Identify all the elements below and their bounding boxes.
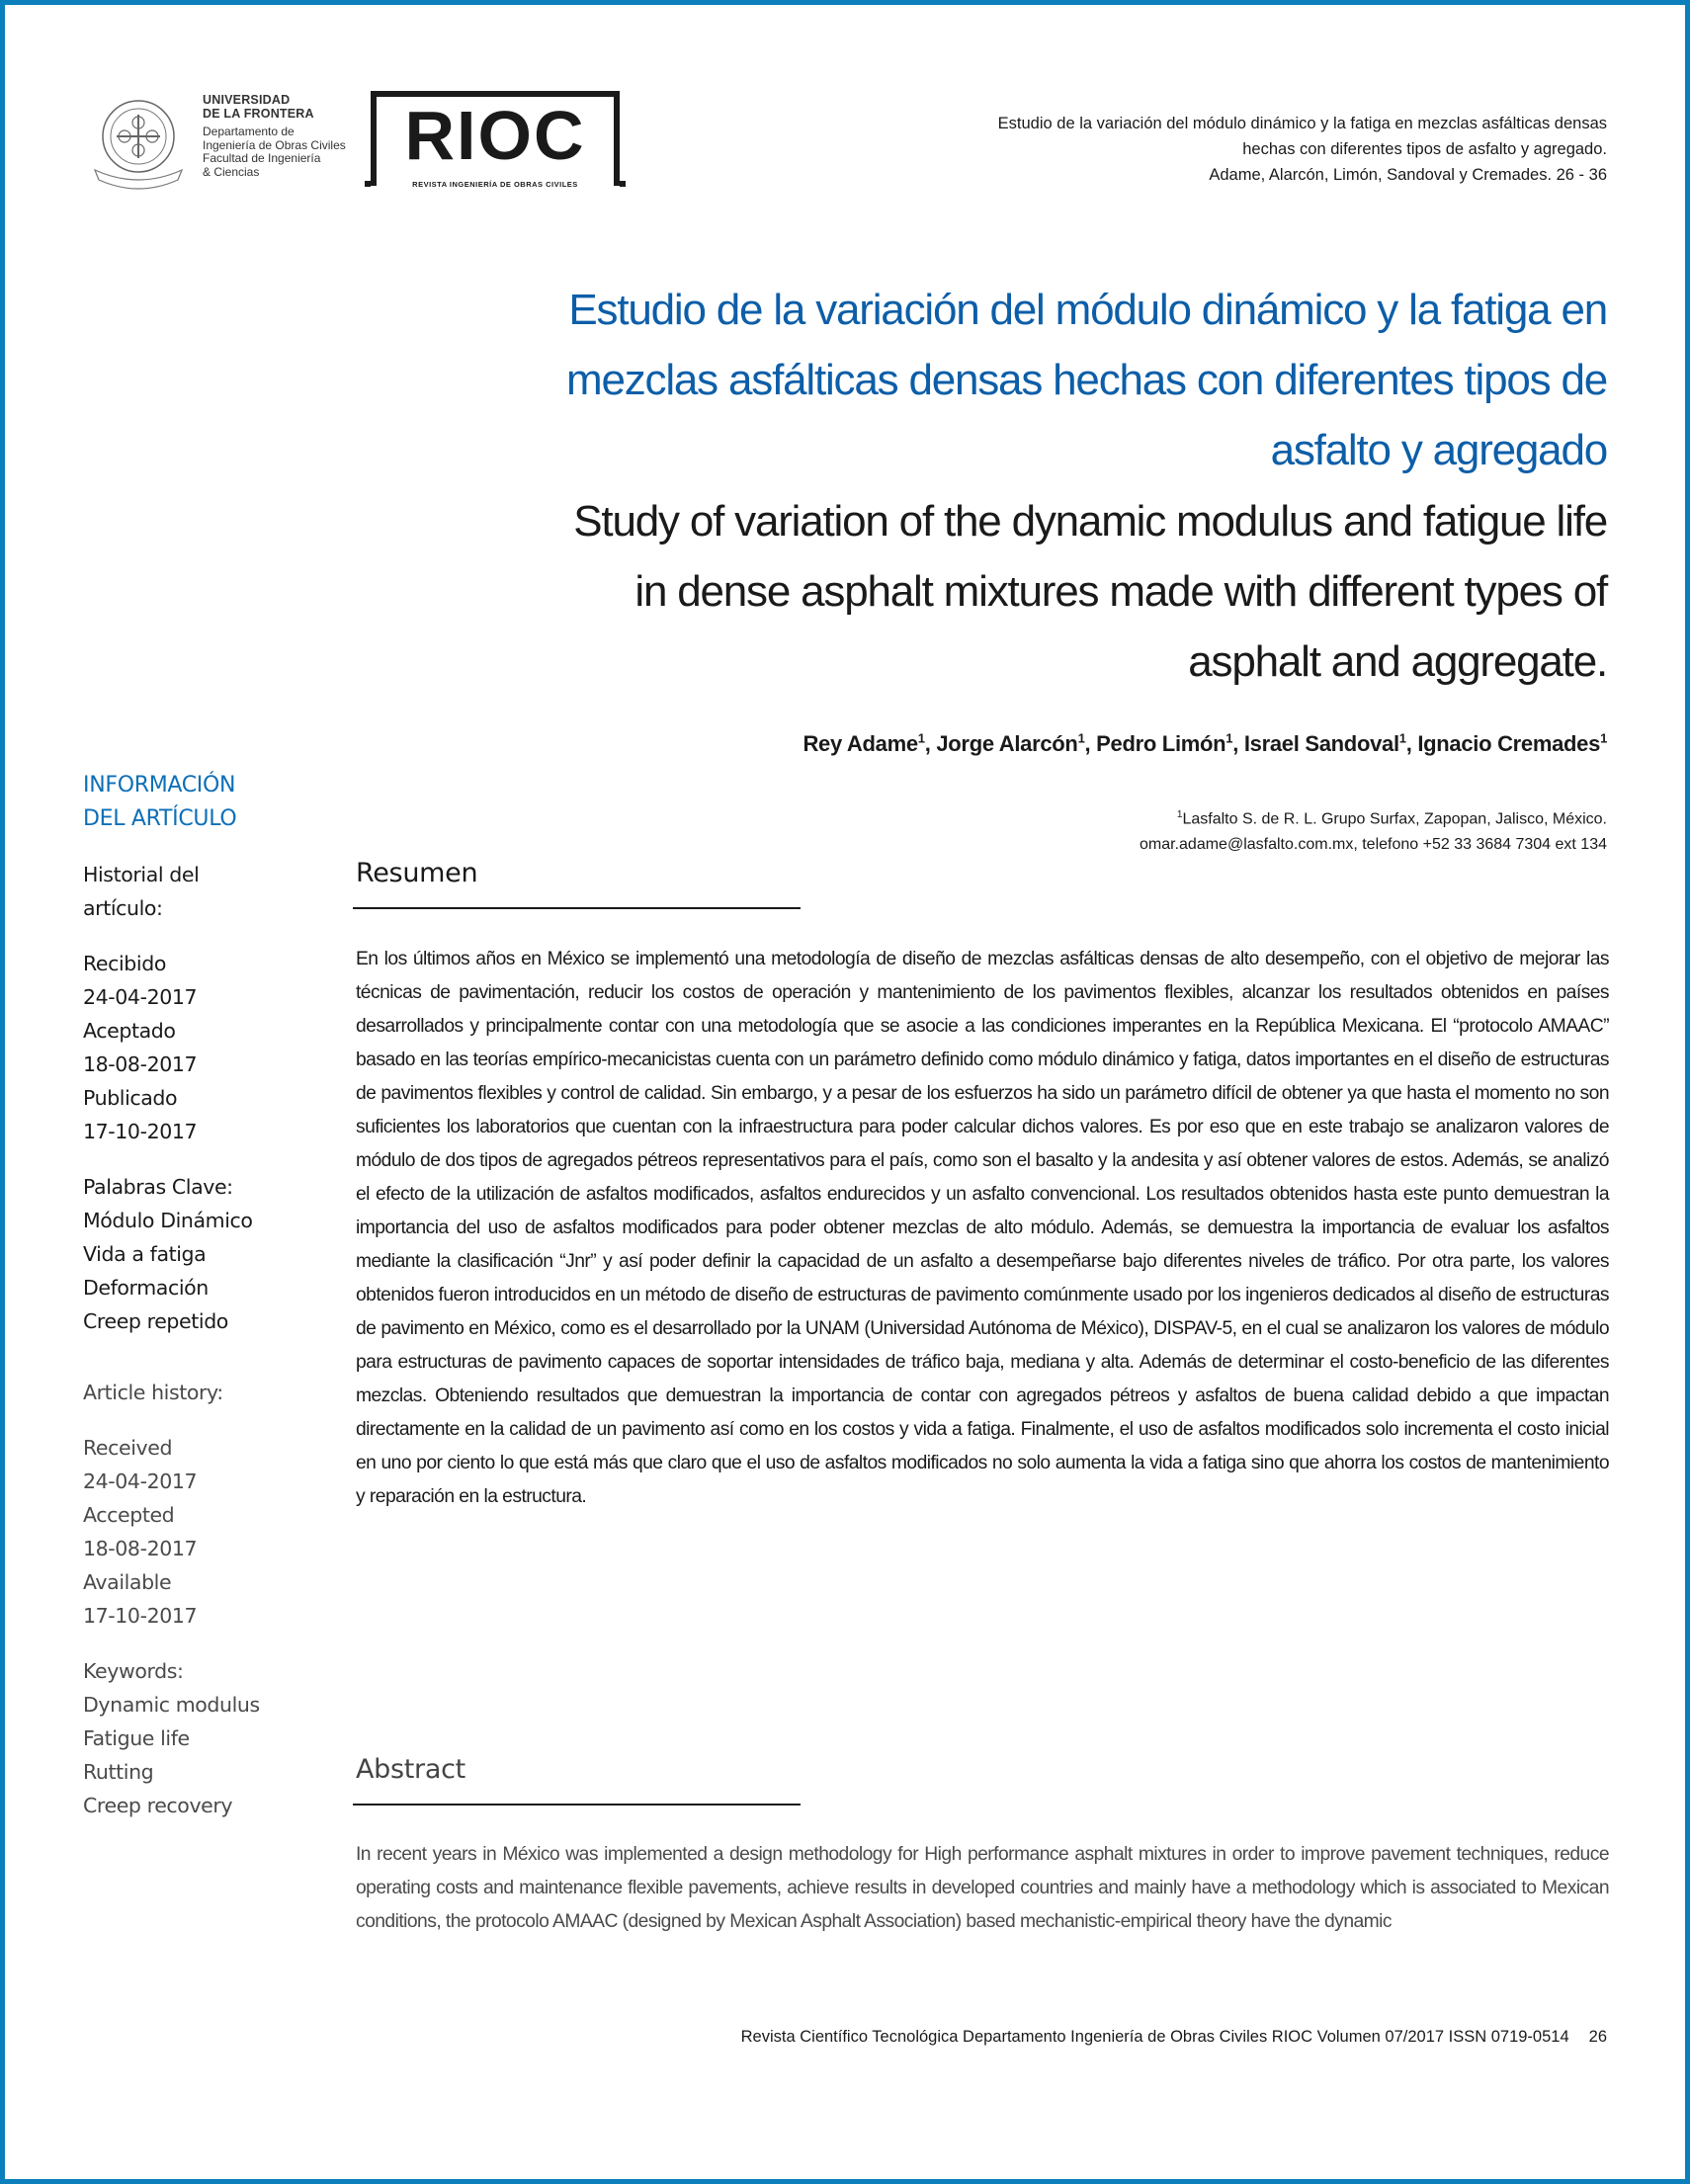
- running-head-line: Adame, Alarcón, Limón, Sandoval y Cremades. 26 - 36: [1209, 166, 1607, 184]
- date-label: Aceptado: [83, 1019, 176, 1043]
- department-line: Facultad de Ingeniería: [203, 151, 321, 165]
- title-english-line: Study of variation of the dynamic modulus and fatigue life: [573, 497, 1607, 546]
- date-value: 17-10-2017: [83, 1120, 198, 1143]
- title-spanish: [322, 275, 1607, 485]
- department-line: Departamento de: [203, 125, 295, 138]
- affiliation: [520, 802, 1607, 858]
- keyword: Rutting: [83, 1760, 154, 1784]
- abstract-text: In recent years in México was implemented a design methodology for High performance asphalt mixtures in order to improve pavement techniques, reduce operating costs and maintenance flexible pavements, achieve results in developed countries and mainly have a methodology which is associated to Mexican conditions, the protocolo AMAAC (designed by Mexican Asphalt Association) based mechanistic-empirical theory have the dynamic: [356, 1844, 1609, 1932]
- logo-frame-segment: [620, 181, 626, 187]
- keyword: Creep recovery: [83, 1794, 233, 1817]
- page-footer: [741, 2028, 1607, 2047]
- affiliation-marker: 1: [1077, 731, 1085, 746]
- author-name: Jorge Alarcón: [936, 731, 1078, 757]
- running-head-line: Estudio de la variación del módulo dinámico y la fatiga en mezclas asfálticas densas: [997, 115, 1607, 132]
- author: [1096, 731, 1244, 756]
- running-head: [797, 111, 1607, 188]
- date-value: 17-10-2017: [83, 1604, 198, 1628]
- history-label-line: Historial del: [83, 863, 200, 886]
- title-english: [302, 486, 1607, 697]
- affiliation-marker: 1: [1176, 809, 1183, 820]
- dates-en: [83, 1431, 340, 1633]
- history-label-line: Article history:: [83, 1381, 223, 1404]
- heading-line: DEL ARTÍCULO: [83, 806, 237, 831]
- section-divider: [353, 1804, 801, 1806]
- author-separator: ,: [1084, 731, 1097, 757]
- date-label: Publicado: [83, 1086, 178, 1110]
- page-number: 26: [1588, 2028, 1607, 2046]
- affiliation-marker: 1: [917, 731, 925, 746]
- date-value: 18-08-2017: [83, 1537, 198, 1560]
- heading-line: INFORMACIÓN: [83, 773, 236, 798]
- keyword: Módulo Dinámico: [83, 1209, 253, 1232]
- keywords-label: Keywords:: [83, 1659, 184, 1683]
- article-info-sidebar: [83, 769, 340, 1822]
- department-line: & Ciencias: [203, 164, 260, 179]
- author: [936, 731, 1096, 756]
- date-value: 24-04-2017: [83, 1470, 198, 1493]
- keywords-label: Palabras Clave:: [83, 1175, 233, 1199]
- author-name: Pedro Limón: [1096, 731, 1226, 757]
- title-english-line: in dense asphalt mixtures made with different types of: [634, 567, 1607, 616]
- abstract-heading: Abstract: [356, 1754, 465, 1785]
- date-label: Accepted: [83, 1503, 175, 1527]
- author-separator: ,: [1232, 731, 1244, 757]
- author: [1244, 731, 1417, 756]
- university-name-line: UNIVERSIDAD: [203, 93, 291, 107]
- journal-logo-subtitle-row: [365, 178, 626, 190]
- university-name-line: DE LA FRONTERA: [203, 107, 314, 121]
- author-list: [421, 731, 1607, 757]
- contact-info: omar.adame@lasfalto.com.mx, telefono +52 33 3684 7304 ext 134: [1140, 836, 1607, 854]
- keyword: Creep repetido: [83, 1309, 228, 1333]
- author: [1417, 731, 1607, 756]
- keywords-es: [83, 1170, 340, 1338]
- keyword: Vida a fatiga: [83, 1242, 207, 1266]
- history-es-label: [83, 858, 340, 925]
- title-english-line: asphalt and aggregate.: [1188, 637, 1607, 686]
- title-spanish-line: mezclas asfálticas densas hechas con diferentes tipos de: [566, 356, 1607, 404]
- department-line: Ingeniería de Obras Civiles: [203, 137, 346, 152]
- article-info-heading: [83, 769, 340, 836]
- resumen-heading: Resumen: [356, 858, 478, 888]
- footer-journal-info: Revista Científico Tecnológica Departamento Ingeniería de Obras Civiles RIOC Volumen 07/2017 ISSN 0719-0514: [740, 2028, 1569, 2046]
- keywords-en: [83, 1654, 340, 1822]
- keyword: Deformación: [83, 1276, 209, 1300]
- resumen-text: En los últimos años en México se implementó una metodología de diseño de mezclas asfálticas densas de alto desempeño, con el objetivo de mejorar las técnicas de pavimentación, reducir los costos de operación y mantenimiento de los pavimentos flexibles, alcanzar los resultados obtenidos en países desarrollados y principalmente contar con una metodología que se asocie a las condiciones imperantes en la República Mexicana. El “protocolo AMAAC” basado en las teorías empírico-mecanicistas cuenta con un parámetro definido como módulo dinámico y fatiga, datos importantes en el diseño de estructuras de pavimentos flexibles y control de calidad. Sin embargo, y a pesar de los esfuerzos ha sido un parámetro difícil de obtener ya que hasta el momento no son suficientes los laboratorios que cuentan con la infraestructura para poder calcular dichos valores. Es por eso que en este trabajo se analizaron valores de módulo de dos tipos de agregados pétreos representativos para el país, como son el basalto y la andesita y así obtener valores de estos. Además, se analizó el efecto de la utilización de asfaltos modificados, asfaltos endurecidos y un asfalto convencional. Los resultados obtenidos hasta este punto demuestran la importancia del uso de asfaltos modificados para poder obtener mezclas de alto módulo. Además, se demuestra la importancia de evaluar los asfaltos mediante la clasificación “Jnr” y así poder definir la capacidad de un asfalto a desempeñarse bajo diferentes niveles de tráfico. Por otra parte, los valores obtenidos fueron introducidos en un método de diseño de estructuras de pavimento comúnmente usado por los ingenieros dedicados al diseño de estructuras de pavimento en México, como es el desarrollado por la UNAM (Universidad Autónoma de México), DISPAV-5, en el cual se analizaron los valores de módulo para estructuras de pavimento capaces de soportar intensidades de tráfico baja, mediana y alta. Además de determinar el costo-beneficio de las diferentes mezclas. Obteniendo resultados que demuestran la importancia de contar con agregados pétreos y asfaltos de buena calidad debido a que impactan directamente en la calidad de un pavimento así como en los costos y vida a fatiga. Finalmente, el uso de asfaltos modificados solo incrementa el costo inicial en uno por ciento lo que está más que claro que el uso de asfaltos modificados no solo aumenta la vida a fatiga sino que ahorra los costos de mantenimiento y reparación en la estructura.: [356, 949, 1609, 1507]
- author-name: Ignacio Cremades: [1417, 731, 1601, 757]
- affiliation-marker: 1: [1225, 731, 1233, 746]
- date-label: Available: [83, 1570, 172, 1594]
- running-head-line: hechas con diferentes tipos de asfalto y agregado.: [1242, 140, 1607, 158]
- affiliation-marker: 1: [1398, 731, 1406, 746]
- author-separator: ,: [924, 731, 937, 757]
- affiliation-text: Lasfalto S. de R. L. Grupo Surfax, Zapopan, Jalisco, México.: [1182, 810, 1607, 828]
- history-en-label: [83, 1376, 340, 1409]
- author-name: Rey Adame: [803, 731, 918, 757]
- title-spanish-line: Estudio de la variación del módulo dinámico y la fatiga en: [568, 286, 1607, 334]
- date-value: 18-08-2017: [83, 1052, 198, 1076]
- author: [803, 731, 936, 756]
- university-name-block: [203, 93, 346, 179]
- author-separator: ,: [1405, 731, 1418, 757]
- journal-logo-subtitle: REVISTA INGENIERÍA DE OBRAS CIVILES: [412, 179, 578, 189]
- date-label: Recibido: [83, 952, 166, 975]
- journal-logo: [371, 91, 620, 186]
- section-divider: [353, 907, 801, 909]
- journal-logo-letters: RIOC: [404, 97, 586, 174]
- date-label: Received: [83, 1436, 173, 1460]
- keyword: Dynamic modulus: [83, 1693, 260, 1717]
- title-spanish-line: asfalto y agregado: [1270, 426, 1607, 474]
- university-seal-icon: [87, 91, 190, 194]
- affiliation-line: [520, 802, 1607, 832]
- date-value: 24-04-2017: [83, 985, 198, 1009]
- author-name: Israel Sandoval: [1243, 731, 1399, 757]
- keyword: Fatigue life: [83, 1726, 190, 1750]
- affiliation-marker: 1: [1600, 731, 1607, 746]
- history-label-line: artículo:: [83, 896, 163, 920]
- dates-es: [83, 947, 340, 1148]
